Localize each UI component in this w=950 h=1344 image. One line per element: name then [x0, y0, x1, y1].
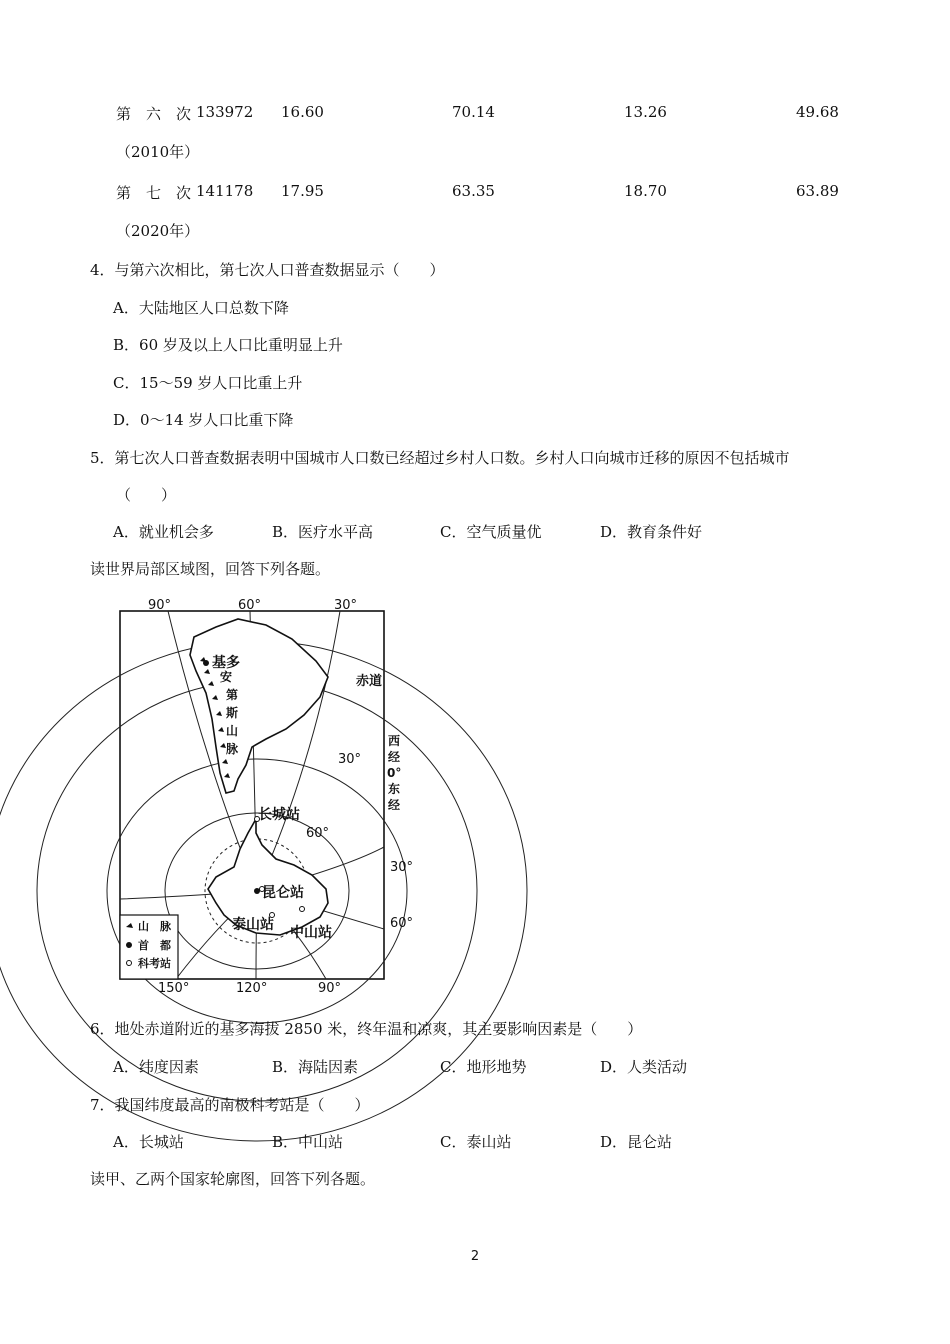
andes-char-3: 斯 [226, 706, 239, 720]
population-value: 133972 [196, 103, 254, 121]
equator-label: 赤道 [356, 674, 383, 689]
lon-bottom-150: 150° [158, 981, 190, 996]
south-america-antarctica-map [116, 597, 414, 997]
lon-bottom-90: 90° [318, 981, 342, 996]
station-taishan-label: 泰山站 [232, 917, 274, 933]
meridian-label [387, 733, 401, 812]
cell-c2: 70.14 [452, 103, 495, 121]
option-d[interactable]: D．教育条件好 [600, 523, 703, 541]
lat-inner-60: 60° [306, 826, 330, 841]
lat-right-60: 60° [390, 916, 414, 931]
svg-text:西: 西 [388, 734, 401, 748]
option-d[interactable]: D．人类活动 [600, 1058, 688, 1076]
option-b[interactable]: B．海陆因素 [272, 1058, 359, 1076]
svg-text:东: 东 [388, 782, 401, 796]
lat-inner-30: 30° [338, 752, 362, 767]
option-b[interactable]: B．中山站 [272, 1133, 344, 1151]
census-label: 第 七 次 [116, 184, 192, 202]
map-legend [120, 915, 178, 979]
option-a[interactable]: A．就业机会多 [113, 523, 214, 541]
census-label: 第 六 次 [116, 105, 192, 123]
cell-c2: 63.35 [452, 182, 495, 200]
legend-capital-icon [126, 942, 132, 948]
lon-bottom-120: 120° [236, 981, 268, 996]
svg-text:经: 经 [388, 798, 401, 812]
question-stem: 6．地处赤道附近的基多海拔 2850 米，终年温和凉爽，其主要影响因素是（ ） [90, 1020, 643, 1038]
option-a[interactable]: A．纬度因素 [113, 1058, 199, 1076]
answer-bracket: （ ） [116, 486, 177, 504]
option-c[interactable]: C．泰山站 [440, 1133, 512, 1151]
population-value: 141178 [196, 182, 254, 200]
cell-c4: 49.68 [796, 103, 839, 121]
map-intro: 读世界局部区域图，回答下列各题。 [90, 560, 331, 578]
legend-capital-label: 首 都 [138, 939, 171, 952]
station-zhongshan-label: 中山站 [290, 925, 332, 941]
andes-char-5: 脉 [226, 742, 239, 756]
option-a[interactable]: A．大陆地区人口总数下降 [113, 299, 289, 317]
lon-top-30: 30° [334, 598, 358, 613]
option-d[interactable]: D．昆仑站 [600, 1133, 673, 1151]
city-quito: 基多 [212, 655, 240, 671]
capital-dot [203, 660, 209, 666]
option-a[interactable]: A．长城站 [113, 1133, 184, 1151]
cell-c3: 13.26 [624, 103, 667, 121]
cell-c3: 18.70 [624, 182, 667, 200]
station-changcheng-label: 长城站 [258, 807, 300, 823]
svg-text:0°: 0° [387, 766, 402, 780]
cell-c4: 63.89 [796, 182, 839, 200]
andes-char-2: 第 [226, 688, 239, 702]
option-d[interactable]: D．0～14 岁人口比重下降 [113, 411, 294, 429]
lon-top-90: 90° [148, 598, 172, 613]
station-zhongshan-dot [300, 907, 305, 912]
cell-c1: 17.95 [281, 182, 324, 200]
andes-char-1: 安 [220, 670, 233, 684]
svg-text:经: 经 [388, 750, 401, 764]
option-b[interactable]: B．60 岁及以上人口比重明显上升 [113, 336, 343, 354]
question-stem: 4．与第六次相比，第七次人口普查数据显示（ ） [90, 261, 445, 279]
lat-right-30: 30° [390, 860, 414, 875]
option-c[interactable]: C．空气质量优 [440, 523, 542, 541]
legend-station-icon [127, 961, 132, 966]
legend-mountain-label: 山 脉 [138, 920, 171, 933]
andes-char-4: 山 [226, 724, 239, 738]
census-year: （2010年） [116, 143, 200, 161]
option-c[interactable]: C．15～59 岁人口比重上升 [113, 374, 303, 392]
option-c[interactable]: C．地形地势 [440, 1058, 527, 1076]
legend-station-label: 科考站 [138, 957, 171, 970]
question-stem: 7．我国纬度最高的南极科考站是（ ） [90, 1096, 370, 1114]
census-year: （2020年） [116, 222, 200, 240]
outro-text: 读甲、乙两个国家轮廓图，回答下列各题。 [90, 1170, 376, 1188]
station-kunlun-label: 昆仑站 [262, 885, 304, 901]
question-stem: 5．第七次人口普查数据表明中国城市人口数已经超过乡村人口数。乡村人口向城市迁移的原因不包括城市 [90, 449, 790, 467]
lon-top-60: 60° [238, 598, 262, 613]
option-b[interactable]: B．医疗水平高 [272, 523, 374, 541]
cell-c1: 16.60 [281, 103, 324, 121]
page-number: 2 [470, 1249, 480, 1264]
